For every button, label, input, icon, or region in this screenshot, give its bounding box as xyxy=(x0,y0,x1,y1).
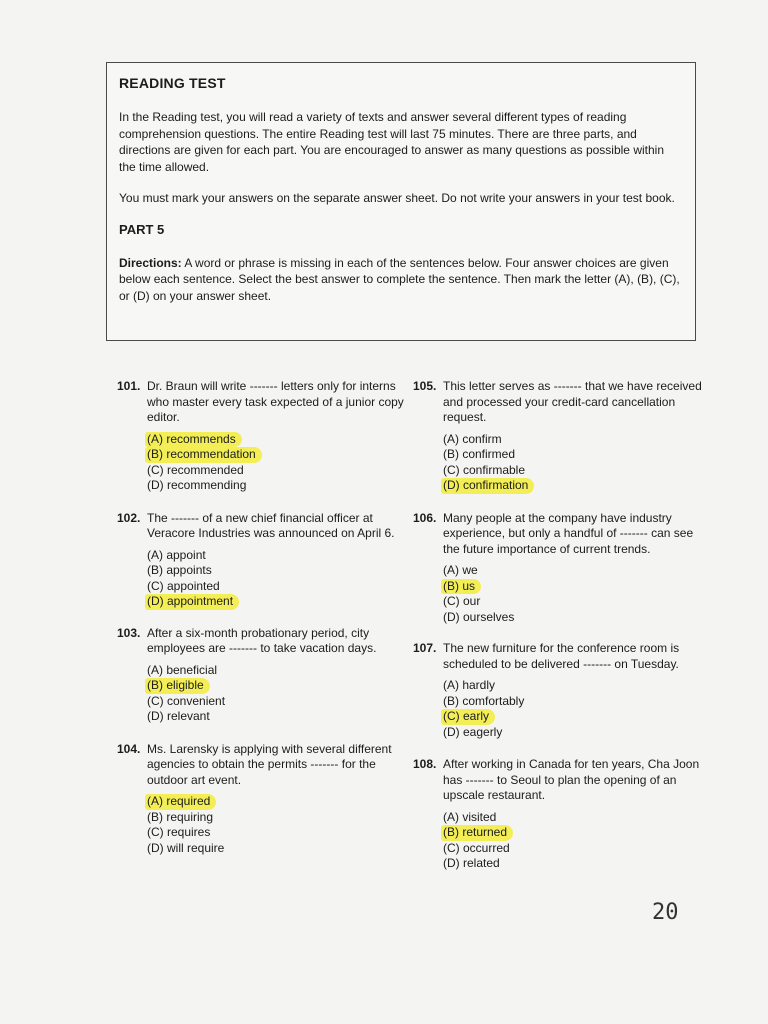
answer-choice: (B) appoints xyxy=(147,563,212,577)
answer-choice: (C) our xyxy=(443,594,481,608)
question-stem xyxy=(117,379,407,426)
questions-right-column xyxy=(413,379,703,882)
answer-choice: (B) us xyxy=(441,579,481,595)
answer-choice: (C) confirmable xyxy=(443,462,526,477)
reading-test-title: READING TEST xyxy=(119,75,226,91)
question-text: Many people at the company have industry experience, but only a handful of ------- can see the future importance of current trends. xyxy=(443,510,694,556)
directions-paragraph xyxy=(119,255,683,305)
question-stem xyxy=(117,511,407,542)
question-text: Ms. Larensky is applying with several different agencies to obtain the permits ------- for the outdoor art event. xyxy=(147,741,392,787)
answer-choice: (A) we xyxy=(443,563,478,577)
answer-choice: (B) confirmed xyxy=(443,447,516,461)
answer-choice: (C) convenient xyxy=(147,693,226,708)
question-number: 106. xyxy=(413,510,437,525)
answer-choice: (D) ourselves xyxy=(443,609,515,624)
answer-choice: (B) eligible xyxy=(145,678,210,694)
question-text: After a six-month probationary period, city employees are ------- to take vacation days. xyxy=(147,625,377,655)
question-text: The new furniture for the conference room is scheduled to be delivered ------- on Tuesday. xyxy=(443,641,680,671)
answer-choice: (B) comfortably xyxy=(443,693,525,708)
question-stem xyxy=(413,641,703,672)
answer-choice: (A) visited xyxy=(443,809,497,824)
answer-choice: (C) early xyxy=(441,709,495,725)
answer-choice: (C) appointed xyxy=(147,578,220,593)
question-106 xyxy=(413,511,703,626)
instructions-box xyxy=(106,62,696,341)
answer-choice: (C) requires xyxy=(147,825,211,839)
question-stem xyxy=(413,379,703,426)
answer-choice: (A) required xyxy=(145,794,216,810)
question-number: 103. xyxy=(117,625,141,640)
question-107 xyxy=(413,641,703,740)
answer-choice: (B) recommendation xyxy=(145,447,262,463)
answer-choices xyxy=(443,810,703,872)
question-text: Dr. Braun will write ------- letters only for interns who master every task expected of a junior copy editor. xyxy=(147,379,404,424)
question-102 xyxy=(117,511,407,610)
answer-choice: (D) confirmation xyxy=(441,478,534,494)
answer-sheet-paragraph: You must mark your answers on the separate answer sheet. Do not write your answers in your test book. xyxy=(119,191,675,205)
answer-choice: (C) recommended xyxy=(147,462,244,477)
directions-text: A word or phrase is missing in each of the sentences below. Four answer choices are given below each sentence. Select the best answer to complete the sentence. Then mark the letter (A), (B), (C), or (D) on your answer sheet. xyxy=(119,255,680,303)
answer-choice: (A) confirm xyxy=(443,431,502,446)
answer-choice: (D) appointment xyxy=(145,594,239,610)
question-stem xyxy=(413,757,703,804)
answer-choice: (A) recommends xyxy=(145,432,242,448)
answer-choice: (B) returned xyxy=(441,825,513,841)
question-101 xyxy=(117,379,407,494)
answer-choices xyxy=(147,548,407,610)
answer-choice: (D) relevant xyxy=(147,709,210,723)
question-stem xyxy=(117,626,407,657)
question-text: This letter serves as ------- that we have received and processed your credit-card cancellation request. xyxy=(443,379,702,424)
question-stem xyxy=(413,511,703,558)
answer-choices xyxy=(443,678,703,740)
answer-choice: (D) related xyxy=(443,856,500,870)
answer-choice: (C) occurred xyxy=(443,840,510,855)
questions-left-column xyxy=(117,379,407,866)
answer-choices xyxy=(147,794,407,856)
question-text: The ------- of a new chief financial officer at Veracore Industries was announced on April 6. xyxy=(147,510,395,540)
question-number: 102. xyxy=(117,510,141,525)
question-text: After working in Canada for ten years, Cha Joon has ------- to Seoul to plan the opening of an upscale restaurant. xyxy=(443,757,700,802)
question-number: 108. xyxy=(413,757,437,771)
page-number: 20 xyxy=(652,900,679,925)
answer-choices xyxy=(443,432,703,494)
answer-choice: (A) beneficial xyxy=(147,662,218,677)
answer-choice: (A) hardly xyxy=(443,678,496,692)
part-title: PART 5 xyxy=(119,221,165,237)
answer-choices xyxy=(443,563,703,625)
question-108 xyxy=(413,757,703,872)
directions-label: Directions: xyxy=(119,255,182,270)
answer-choice: (A) appoint xyxy=(147,547,206,562)
question-104 xyxy=(117,742,407,857)
question-number: 107. xyxy=(413,641,437,655)
answer-choices xyxy=(147,663,407,725)
intro-paragraph: In the Reading test, you will read a variety of texts and answer several different types of reading comprehension questions. The entire Reading test will last 75 minutes. There are three parts, and directions are given for each part. You are encouraged to answer as many questions as possible within the time allowed. xyxy=(119,110,664,174)
question-103 xyxy=(117,626,407,725)
question-105 xyxy=(413,379,703,494)
answer-choice: (D) recommending xyxy=(147,478,247,492)
question-number: 104. xyxy=(117,741,141,756)
answer-choices xyxy=(147,432,407,494)
answer-choice: (D) will require xyxy=(147,840,225,855)
answer-choice: (B) requiring xyxy=(147,809,214,824)
question-stem xyxy=(117,742,407,789)
question-number: 101. xyxy=(117,379,141,393)
answer-choice: (D) eagerly xyxy=(443,724,503,739)
question-number: 105. xyxy=(413,379,437,393)
